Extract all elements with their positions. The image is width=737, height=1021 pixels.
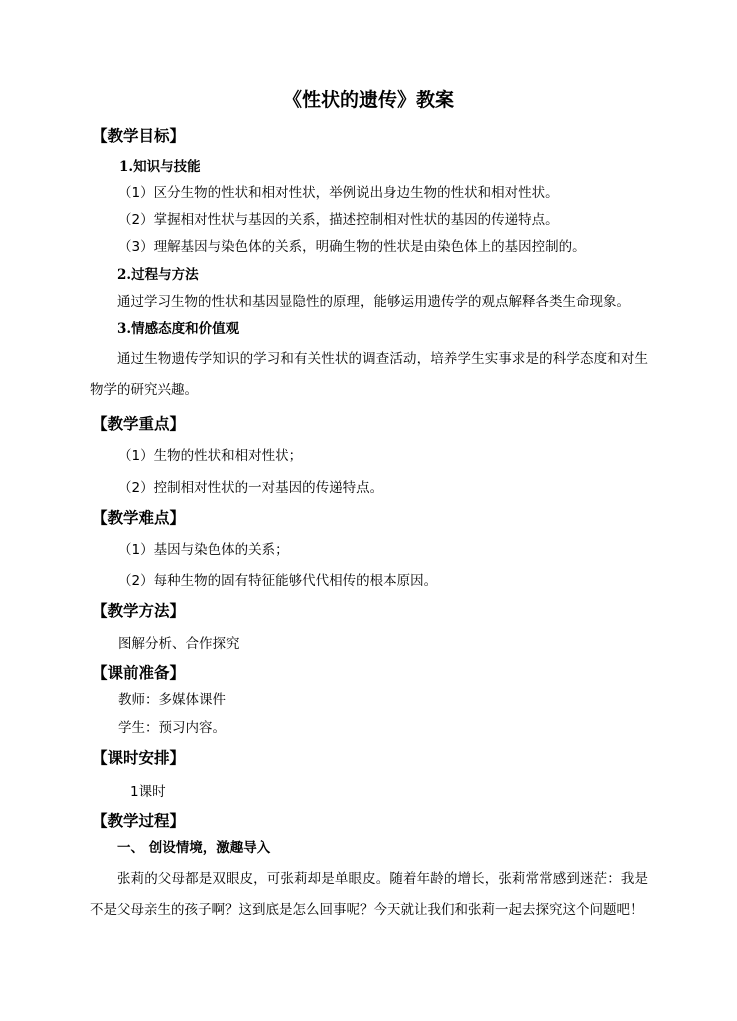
key-point-item-1: （1）生物的性状和相对性状； (118, 448, 303, 464)
goal-item-3: （3）理解基因与染色体的关系，明确生物的性状是由染色体上的基因控制的。 (118, 239, 586, 255)
section-heading-preparation: 【课前准备】 (92, 664, 186, 682)
difficulty-item-2: （2）每种生物的固有特征能够代代相传的根本原因。 (118, 573, 438, 589)
section-heading-methods: 【教学方法】 (92, 602, 186, 620)
section-heading-schedule: 【课时安排】 (92, 749, 186, 767)
difficulty-item-1: （1）基因与染色体的关系； (118, 542, 289, 558)
section-heading-procedure: 【教学过程】 (92, 812, 186, 830)
section-heading-key-points: 【教学重点】 (92, 415, 186, 433)
step-1-paragraph: 张莉的父母都是双眼皮，可张莉却是单眼皮。随着年龄的增长，张莉常常感到迷茫：我是不是父母亲生的孩子啊？这到底是怎么回事呢？今天就让我们和张莉一起去探究这个问题吧！ (90, 871, 648, 918)
section-heading-goals: 【教学目标】 (92, 127, 186, 145)
subheading-attitude: 3.情感态度和价值观 (117, 321, 240, 337)
goal-item-2: （2）掌握相对性状与基因的关系，描述控制相对性状的基因的传递特点。 (118, 212, 559, 228)
schedule-text: 1课时 (130, 784, 166, 800)
key-point-item-2: （2）控制相对性状的一对基因的传递特点。 (118, 480, 384, 496)
preparation-student: 学生：预习内容。 (118, 720, 226, 736)
subheading-knowledge: 1.知识与技能 (119, 159, 201, 175)
preparation-teacher: 教师：多媒体课件 (118, 692, 226, 708)
goal-item-1: （1）区分生物的性状和相对性状，举例说出身边生物的性状和相对性状。 (118, 185, 559, 201)
process-text: 通过学习生物的性状和基因显隐性的原理，能够运用遗传学的观点解释各类生命现象。 (117, 294, 630, 310)
attitude-paragraph: 通过生物遗传学知识的学习和有关性状的调查活动，培养学生实事求是的科学态度和对生物学的研究兴趣。 (90, 351, 648, 398)
methods-text: 图解分析、合作探究 (118, 636, 240, 652)
document-title: 《性状的遗传》教案 (282, 89, 454, 111)
subheading-step-1: 一、 创设情境，激趣导入 (117, 840, 271, 856)
section-heading-difficulties: 【教学难点】 (92, 509, 186, 527)
subheading-process: 2.过程与方法 (117, 267, 199, 283)
